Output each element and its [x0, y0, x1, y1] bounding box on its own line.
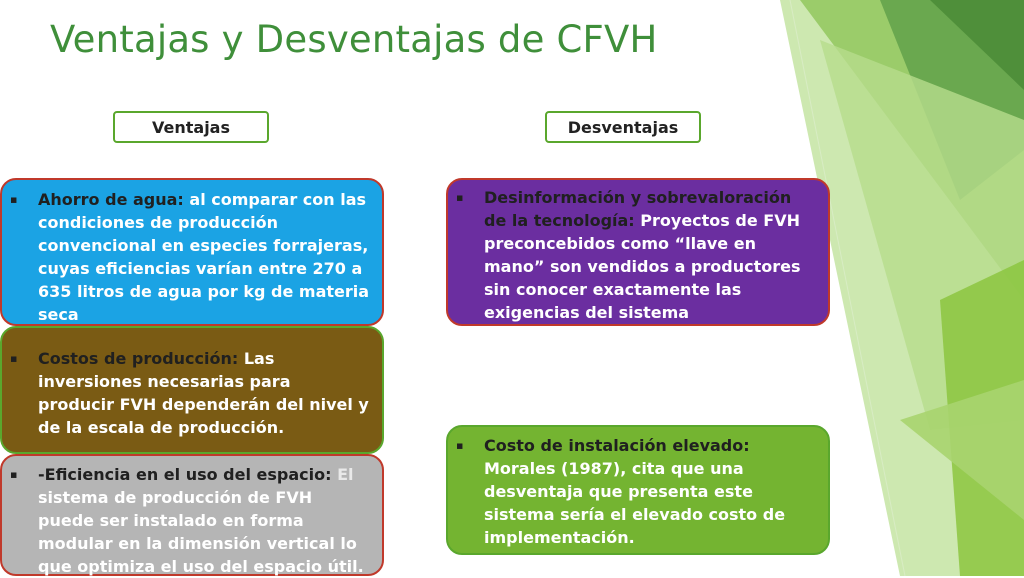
desventaja-text: Morales (1987), cita que una desventaja que presenta este sistema sería el elevado costo de implementación. — [484, 459, 786, 547]
desventaja-lead: Desinformación y sobrevaloración de la tecnología: — [484, 188, 792, 230]
ventaja-card-costos — [0, 326, 384, 454]
ventaja-text: al comparar con las condiciones de producción convencional en especies forrajeras, cuyas eficiencias varían entre 270 a 635 litros de agua por kg de materia seca — [38, 190, 370, 324]
bullet-icon: ▪ — [456, 191, 464, 204]
header-ventajas: Ventajas — [113, 111, 269, 143]
bullet-icon: ▪ — [456, 439, 464, 452]
ventaja-lead: -Eficiencia en el uso del espacio: — [38, 465, 332, 484]
bullet-icon: ▪ — [10, 468, 18, 481]
desventaja-lead: Costo de instalación elevado: — [484, 436, 750, 455]
bullet-icon: ▪ — [10, 193, 18, 206]
ventaja-text: sistema de producción de FVH puede ser instalado en forma modular en la dimensión vertical lo que optimiza el uso del espacio útil. — [38, 488, 364, 576]
ventaja-lead: Ahorro de agua: — [38, 190, 184, 209]
ventaja-lead: Costos de producción: — [38, 349, 239, 368]
ventaja-text-accent: El — [331, 465, 354, 484]
ventaja-card-eficiencia — [0, 454, 384, 576]
header-desventajas: Desventajas — [545, 111, 701, 143]
desventaja-card-desinformacion — [446, 178, 830, 326]
desventaja-text: Proyectos de FVH preconcebidos como “llave en mano” son vendidos a productores sin conocer exactamente las exigencias del sistema — [484, 211, 801, 322]
desventaja-card-costo-instalacion — [446, 425, 830, 555]
ventaja-text: Las inversiones necesarias para producir FVH dependerán del nivel y de la escala de producción. — [38, 349, 369, 437]
bullet-icon: ▪ — [10, 352, 18, 365]
ventaja-card-ahorro-agua — [0, 178, 384, 326]
page-title: Ventajas y Desventajas de CFVH — [50, 18, 658, 61]
